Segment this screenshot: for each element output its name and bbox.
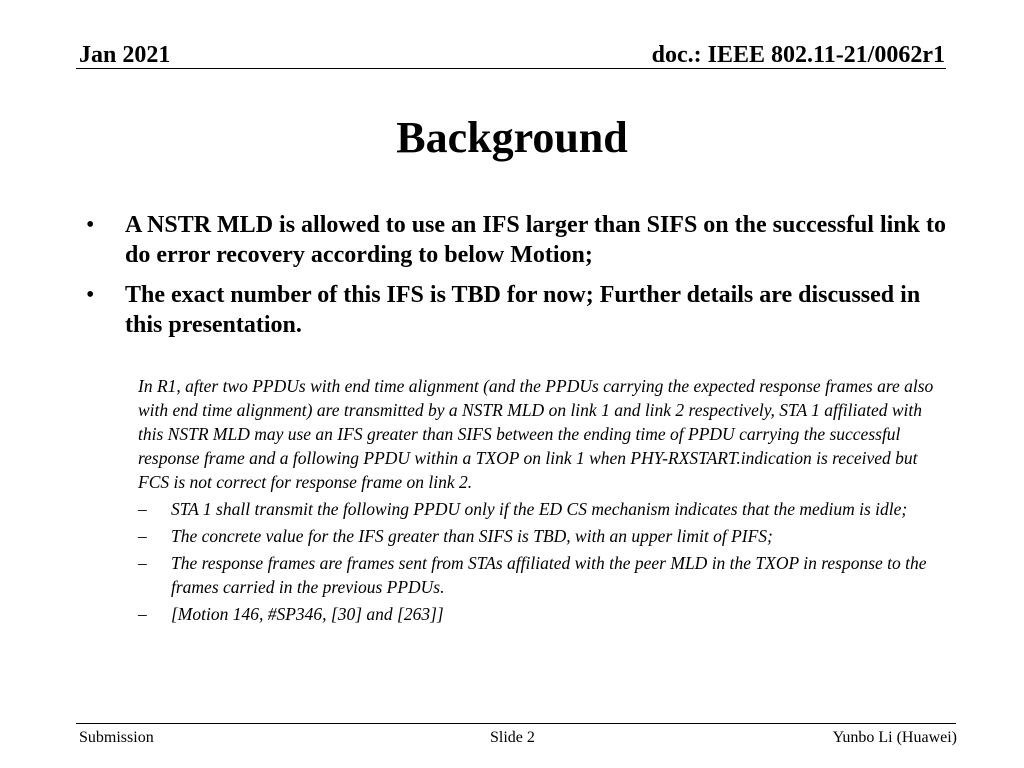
dash-icon: – bbox=[138, 499, 147, 519]
motion-sub-text: STA 1 shall transmit the following PPDU only if the ED CS mechanism indicates that the medium is idle; bbox=[171, 499, 908, 519]
motion-sub-item bbox=[138, 551, 938, 599]
slide-number: Slide 2 bbox=[490, 729, 535, 746]
dash-icon: – bbox=[138, 553, 147, 573]
footer-submission: Submission bbox=[79, 729, 154, 746]
dash-icon: – bbox=[138, 604, 147, 624]
header-date: Jan 2021 bbox=[79, 42, 171, 68]
bullet-item bbox=[86, 280, 946, 340]
bullet-text: A NSTR MLD is allowed to use an IFS larger than SIFS on the successful link to do error recovery according to below Motion; bbox=[125, 212, 946, 268]
bullet-list bbox=[86, 210, 946, 350]
bullet-text: The exact number of this IFS is TBD for now; Further details are discussed in this presentation. bbox=[125, 282, 921, 338]
motion-sub-item bbox=[138, 524, 938, 548]
motion-sub-list bbox=[138, 497, 938, 626]
motion-text-block bbox=[138, 374, 938, 626]
dash-icon: – bbox=[138, 526, 147, 546]
motion-sub-text: [Motion 146, #SP346, [30] and [263]] bbox=[171, 604, 444, 624]
motion-sub-text: The concrete value for the IFS greater than SIFS is TBD, with an upper limit of PIFS; bbox=[171, 526, 773, 546]
bullet-item bbox=[86, 210, 946, 270]
motion-sub-item bbox=[138, 497, 938, 521]
bullet-icon: • bbox=[86, 212, 95, 238]
bullet-icon: • bbox=[86, 282, 95, 308]
footer-author: Yunbo Li (Huawei) bbox=[832, 729, 957, 746]
header-divider bbox=[76, 68, 946, 69]
motion-sub-text: The response frames are frames sent from STAs affiliated with the peer MLD in the TXOP in response to the frames carried in the previous PPDUs. bbox=[171, 553, 927, 597]
footer-divider bbox=[76, 723, 956, 724]
motion-sub-item bbox=[138, 602, 938, 626]
document-id: doc.: IEEE 802.11-21/0062r1 bbox=[651, 42, 945, 68]
motion-intro: In R1, after two PPDUs with end time alignment (and the PPDUs carrying the expected response frames are also with end time alignment) are transmitted by a NSTR MLD on link 1 and link 2 respectively, STA 1 affiliated with this NSTR MLD may use an IFS greater than SIFS between the ending time of PPDU carrying the successful response frame and a following PPDU within a TXOP on link 1 when PHY-RXSTART.indication is received but FCS is not correct for response frame on link 2. bbox=[138, 376, 934, 492]
slide-title: Background bbox=[396, 113, 628, 162]
